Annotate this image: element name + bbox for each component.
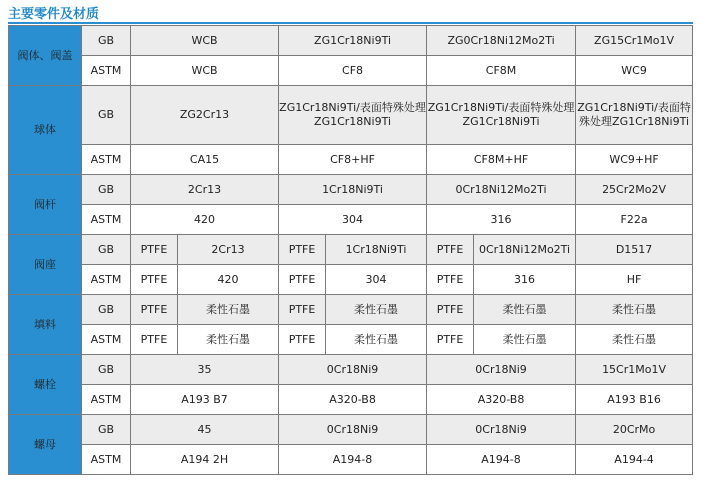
ptfe-cell: PTFE [427, 325, 474, 355]
table-row [9, 175, 693, 205]
standard-label: ASTM [82, 385, 131, 415]
material-cell: 15Cr1Mo1V [576, 355, 693, 385]
group-label: 阀体、阀盖 [9, 26, 82, 86]
standard-label: ASTM [82, 145, 131, 175]
material-cell: A193 B7 [131, 385, 279, 415]
material-cell: 柔性石墨 [326, 295, 427, 325]
material-cell: WC9+HF [576, 145, 693, 175]
group-label: 螺栓 [9, 355, 82, 415]
material-cell: CA15 [131, 145, 279, 175]
table-row [9, 295, 693, 325]
table-row [9, 145, 693, 175]
material-cell: 0Cr18Ni9 [279, 415, 427, 445]
material-cell: 25Cr2Mo2V [576, 175, 693, 205]
material-cell: A194 2H [131, 445, 279, 475]
material-cell: 柔性石墨 [576, 325, 693, 355]
ptfe-cell: PTFE [279, 265, 326, 295]
material-cell: ZG1Cr18Ni9Ti/表面特殊处理ZG1Cr18Ni9Ti [427, 86, 576, 145]
standard-label: GB [82, 415, 131, 445]
material-cell: 柔性石墨 [178, 325, 279, 355]
material-cell: ZG2Cr13 [131, 86, 279, 145]
material-cell: 2Cr13 [178, 235, 279, 265]
material-cell: A320-B8 [427, 385, 576, 415]
standard-label: ASTM [82, 445, 131, 475]
title-divider [8, 22, 693, 24]
material-cell: 1Cr18Ni9Ti [279, 175, 427, 205]
material-cell: 柔性石墨 [178, 295, 279, 325]
material-cell: 0Cr18Ni12Mo2Ti [474, 235, 576, 265]
material-cell: 316 [427, 205, 576, 235]
material-cell: 1Cr18Ni9Ti [326, 235, 427, 265]
standard-label: GB [82, 295, 131, 325]
material-cell: A194-8 [279, 445, 427, 475]
material-cell: ZG1Cr18Ni9Ti [279, 26, 427, 56]
standard-label: GB [82, 175, 131, 205]
group-label: 阀杆 [9, 175, 82, 235]
material-cell: 柔性石墨 [576, 295, 693, 325]
group-label: 螺母 [9, 415, 82, 475]
ptfe-cell: PTFE [131, 295, 178, 325]
material-cell: 420 [178, 265, 279, 295]
material-cell: WCB [131, 26, 279, 56]
material-cell: 2Cr13 [131, 175, 279, 205]
material-cell: F22a [576, 205, 693, 235]
standard-label: ASTM [82, 205, 131, 235]
material-cell: 0Cr18Ni9 [427, 415, 576, 445]
material-cell: ZG1Cr18Ni9Ti/表面特殊处理ZG1Cr18Ni9Ti [279, 86, 427, 145]
material-cell: CF8 [279, 56, 427, 86]
material-cell: HF [576, 265, 693, 295]
table-row [9, 235, 693, 265]
material-cell: 20CrMo [576, 415, 693, 445]
material-cell: WCB [131, 56, 279, 86]
material-cell: WC9 [576, 56, 693, 86]
material-cell: A320-B8 [279, 385, 427, 415]
material-cell: CF8+HF [279, 145, 427, 175]
material-cell: 柔性石墨 [474, 295, 576, 325]
ptfe-cell: PTFE [427, 235, 474, 265]
material-cell: 420 [131, 205, 279, 235]
material-cell: 304 [326, 265, 427, 295]
ptfe-cell: PTFE [279, 235, 326, 265]
material-cell: D1517 [576, 235, 693, 265]
ptfe-cell: PTFE [131, 265, 178, 295]
material-cell: 45 [131, 415, 279, 445]
material-cell: A194-4 [576, 445, 693, 475]
material-cell: A194-8 [427, 445, 576, 475]
material-cell: 316 [474, 265, 576, 295]
material-cell: CF8M [427, 56, 576, 86]
material-cell: 柔性石墨 [474, 325, 576, 355]
material-cell: 0Cr18Ni12Mo2Ti [427, 175, 576, 205]
material-cell: ZG15Cr1Mo1V [576, 26, 693, 56]
table-row [9, 56, 693, 86]
table-row [9, 385, 693, 415]
table-row [9, 325, 693, 355]
material-cell: 0Cr18Ni9 [427, 355, 576, 385]
material-cell: 0Cr18Ni9 [279, 355, 427, 385]
materials-table [8, 25, 693, 475]
material-cell: ZG1Cr18Ni9Ti/表面特殊处理ZG1Cr18Ni9Ti [576, 86, 693, 145]
ptfe-cell: PTFE [427, 295, 474, 325]
material-cell: 柔性石墨 [326, 325, 427, 355]
material-cell: ZG0Cr18Ni12Mo2Ti [427, 26, 576, 56]
standard-label: GB [82, 355, 131, 385]
standard-label: ASTM [82, 56, 131, 86]
group-label: 阀座 [9, 235, 82, 295]
table-row [9, 355, 693, 385]
page-title: 主要零件及材质 [8, 7, 100, 22]
table-row [9, 86, 693, 145]
table-row [9, 415, 693, 445]
ptfe-cell: PTFE [279, 295, 326, 325]
ptfe-cell: PTFE [131, 235, 178, 265]
group-label: 球体 [9, 86, 82, 175]
standard-label: GB [82, 86, 131, 145]
standard-label: ASTM [82, 265, 131, 295]
table-row [9, 205, 693, 235]
standard-label: GB [82, 235, 131, 265]
table-row [9, 265, 693, 295]
ptfe-cell: PTFE [427, 265, 474, 295]
material-cell: A193 B16 [576, 385, 693, 415]
ptfe-cell: PTFE [131, 325, 178, 355]
standard-label: GB [82, 26, 131, 56]
material-cell: 35 [131, 355, 279, 385]
ptfe-cell: PTFE [279, 325, 326, 355]
material-cell: CF8M+HF [427, 145, 576, 175]
table-row [9, 26, 693, 56]
group-label: 填料 [9, 295, 82, 355]
material-cell: 304 [279, 205, 427, 235]
table-row [9, 445, 693, 475]
standard-label: ASTM [82, 325, 131, 355]
